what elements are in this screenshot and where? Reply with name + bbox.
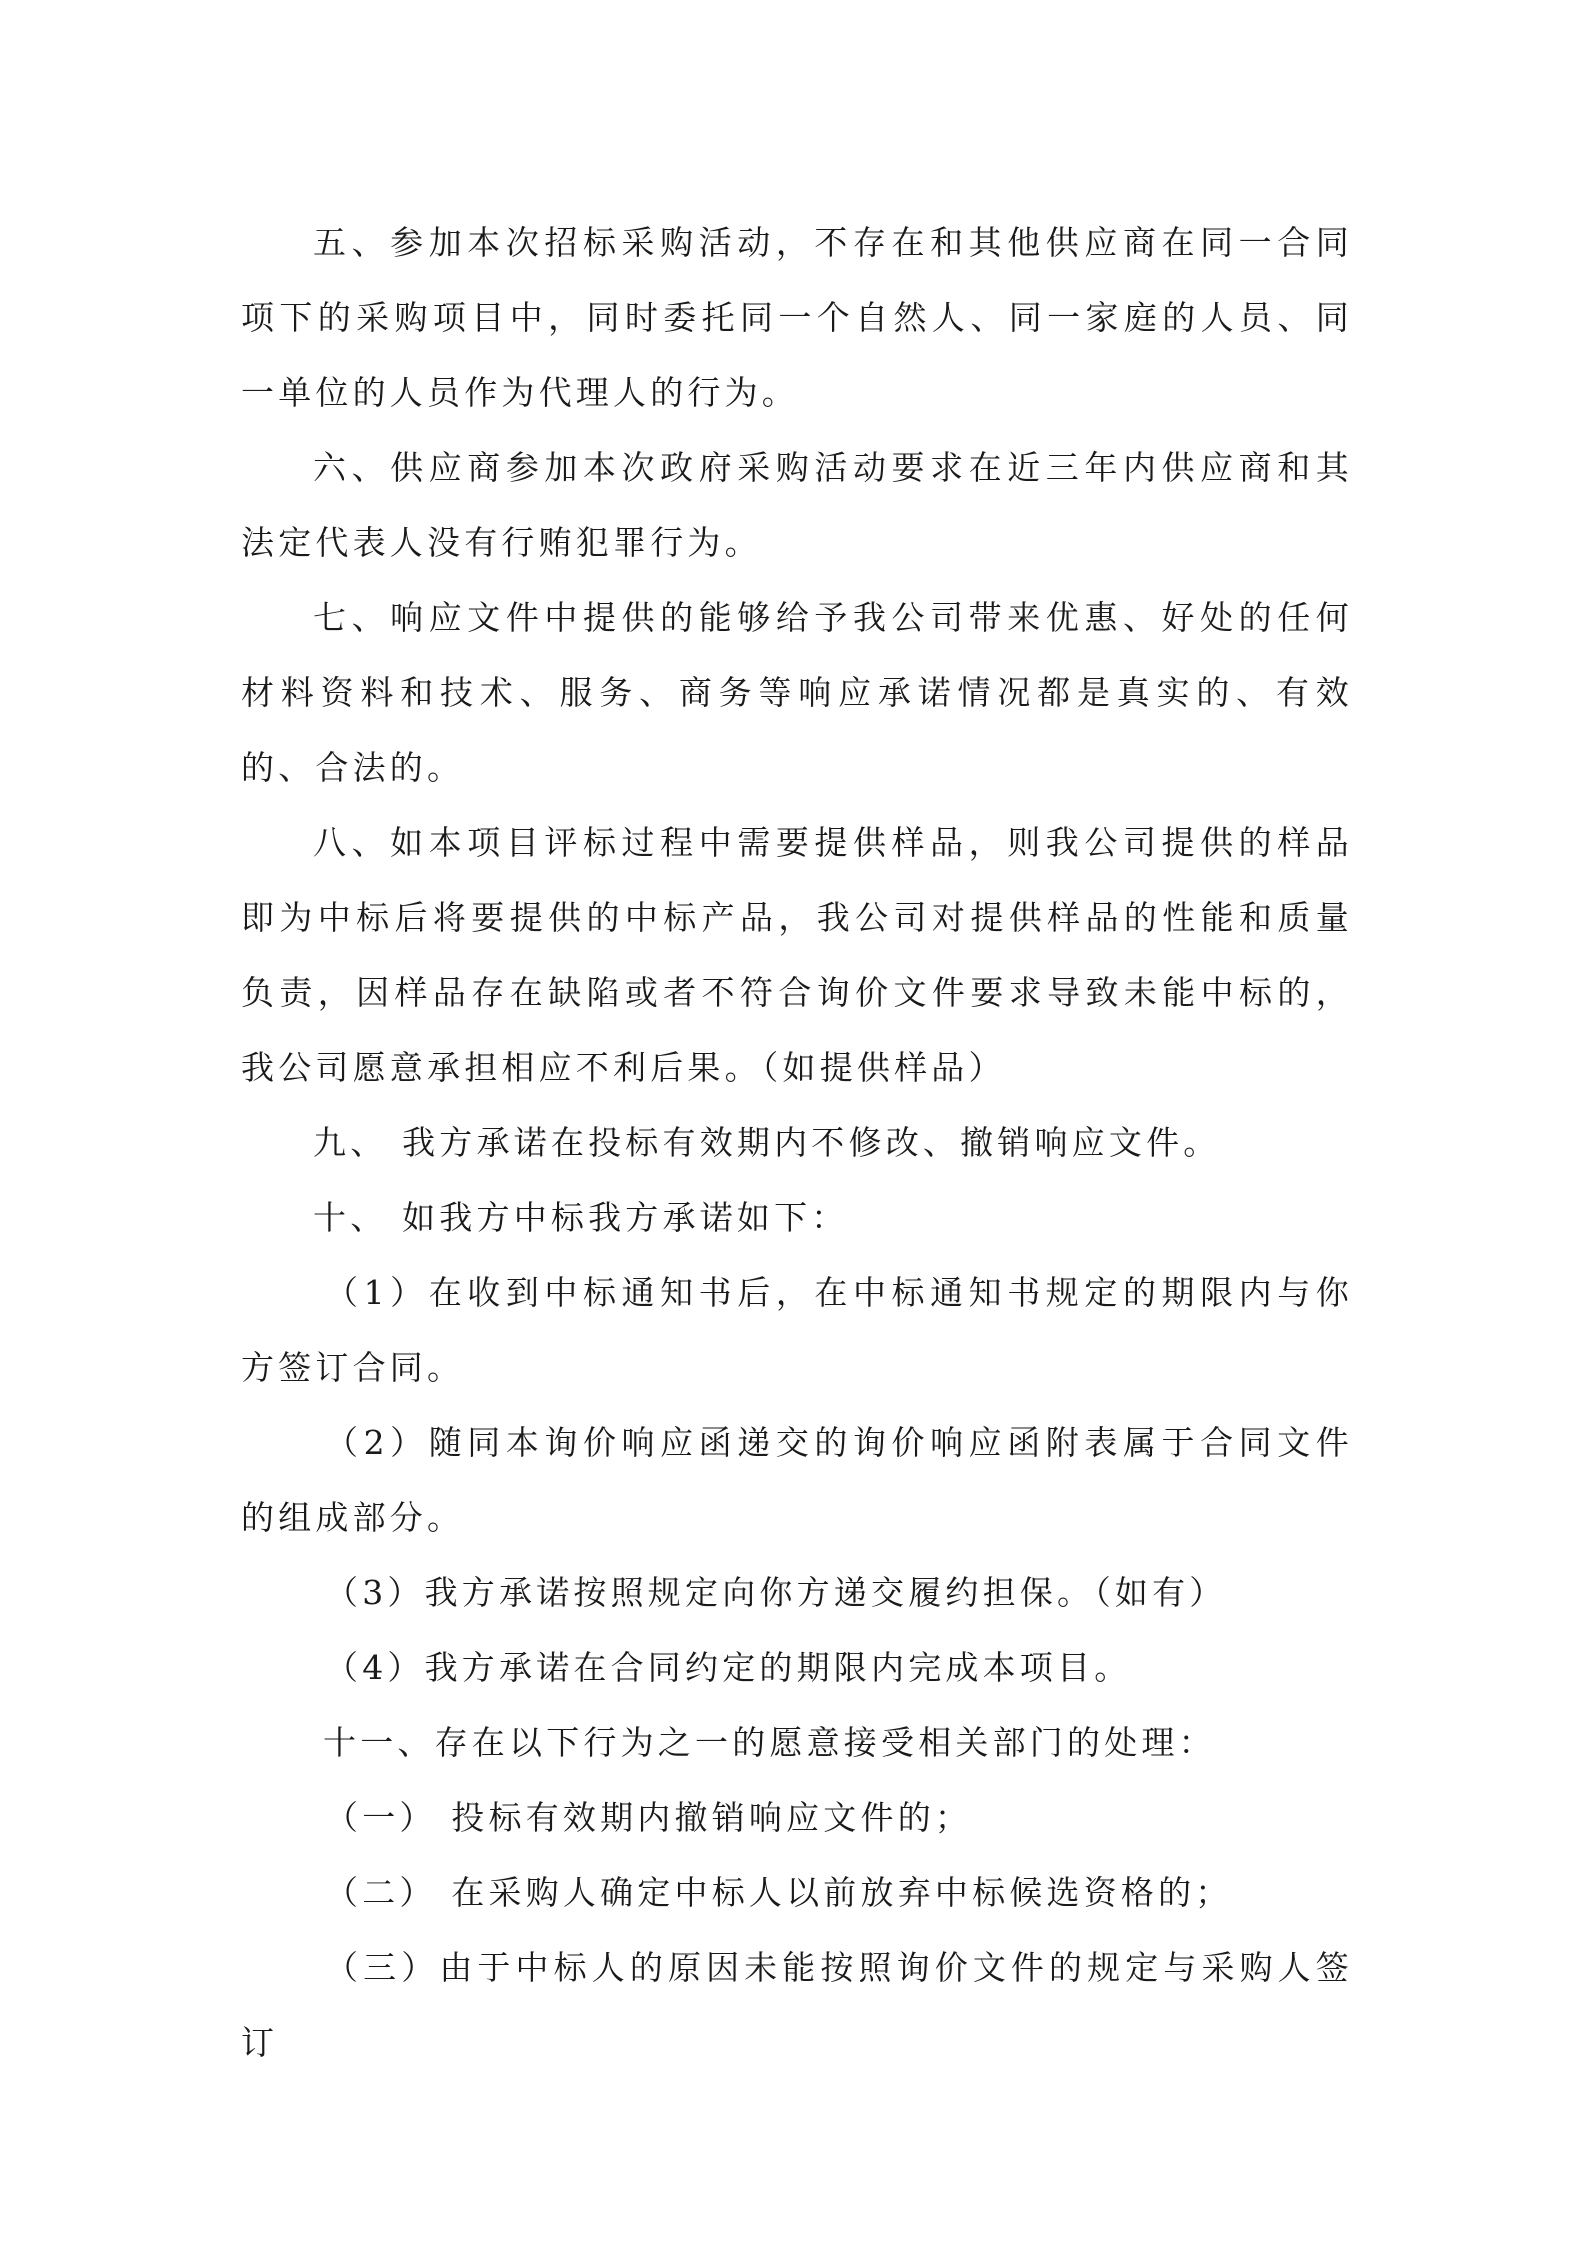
- clause-11: 十一、存在以下行为之一的愿意接受相关部门的处理：: [323, 1723, 1216, 1762]
- clause-10-item-4: （4）我方承诺在合同约定的期限内完成本项目。: [325, 1648, 1132, 1687]
- clause-10-item-1: （1）在收到中标通知书后，在中标通知书规定的期限内与你方签订合同。: [241, 1273, 1353, 1387]
- clause-7: 七、响应文件中提供的能够给予我公司带来优惠、好处的任何材料资料和技术、服务、商务等响应承诺情况都是真实的、有效的、合法的。: [241, 598, 1353, 787]
- clause-9: 九、 我方承诺在投标有效期内不修改、撤销响应文件。: [313, 1123, 1221, 1162]
- clause-11-item-2: （二） 在采购人确定中标人以前放弃中标候选资格的；: [325, 1873, 1233, 1912]
- clause-10-item-2: （2）随同本询价响应函递交的询价响应函附表属于合同文件的组成部分。: [241, 1423, 1353, 1537]
- clause-8: 八、如本项目评标过程中需要提供样品，则我公司提供的样品即为中标后将要提供的中标产品，我公司对提供样品的性能和质量负责，因样品存在缺陷或者不符合询价文件要求导致未能中标的，我公司愿意承担相应不利后果。（如提供样品）: [241, 823, 1353, 1087]
- clause-10: 十、 如我方中标我方承诺如下：: [313, 1198, 849, 1237]
- clause-10-item-3: （3）我方承诺按照规定向你方递交履约担保。（如有）: [325, 1573, 1227, 1612]
- clause-5: 五、参加本次招标采购活动，不存在和其他供应商在同一合同项下的采购项目中，同时委托同一个自然人、同一家庭的人员、同一单位的人员作为代理人的行为。: [241, 223, 1353, 412]
- clause-11-item-1: （一） 投标有效期内撤销响应文件的；: [325, 1798, 973, 1837]
- clause-11-item-3: （三）由于中标人的原因未能按照询价文件的规定与采购人签订: [241, 1948, 1353, 2062]
- clause-6: 六、供应商参加本次政府采购活动要求在近三年内供应商和其法定代表人没有行贿犯罪行为。: [241, 448, 1353, 562]
- document-body: [241, 205, 1353, 2080]
